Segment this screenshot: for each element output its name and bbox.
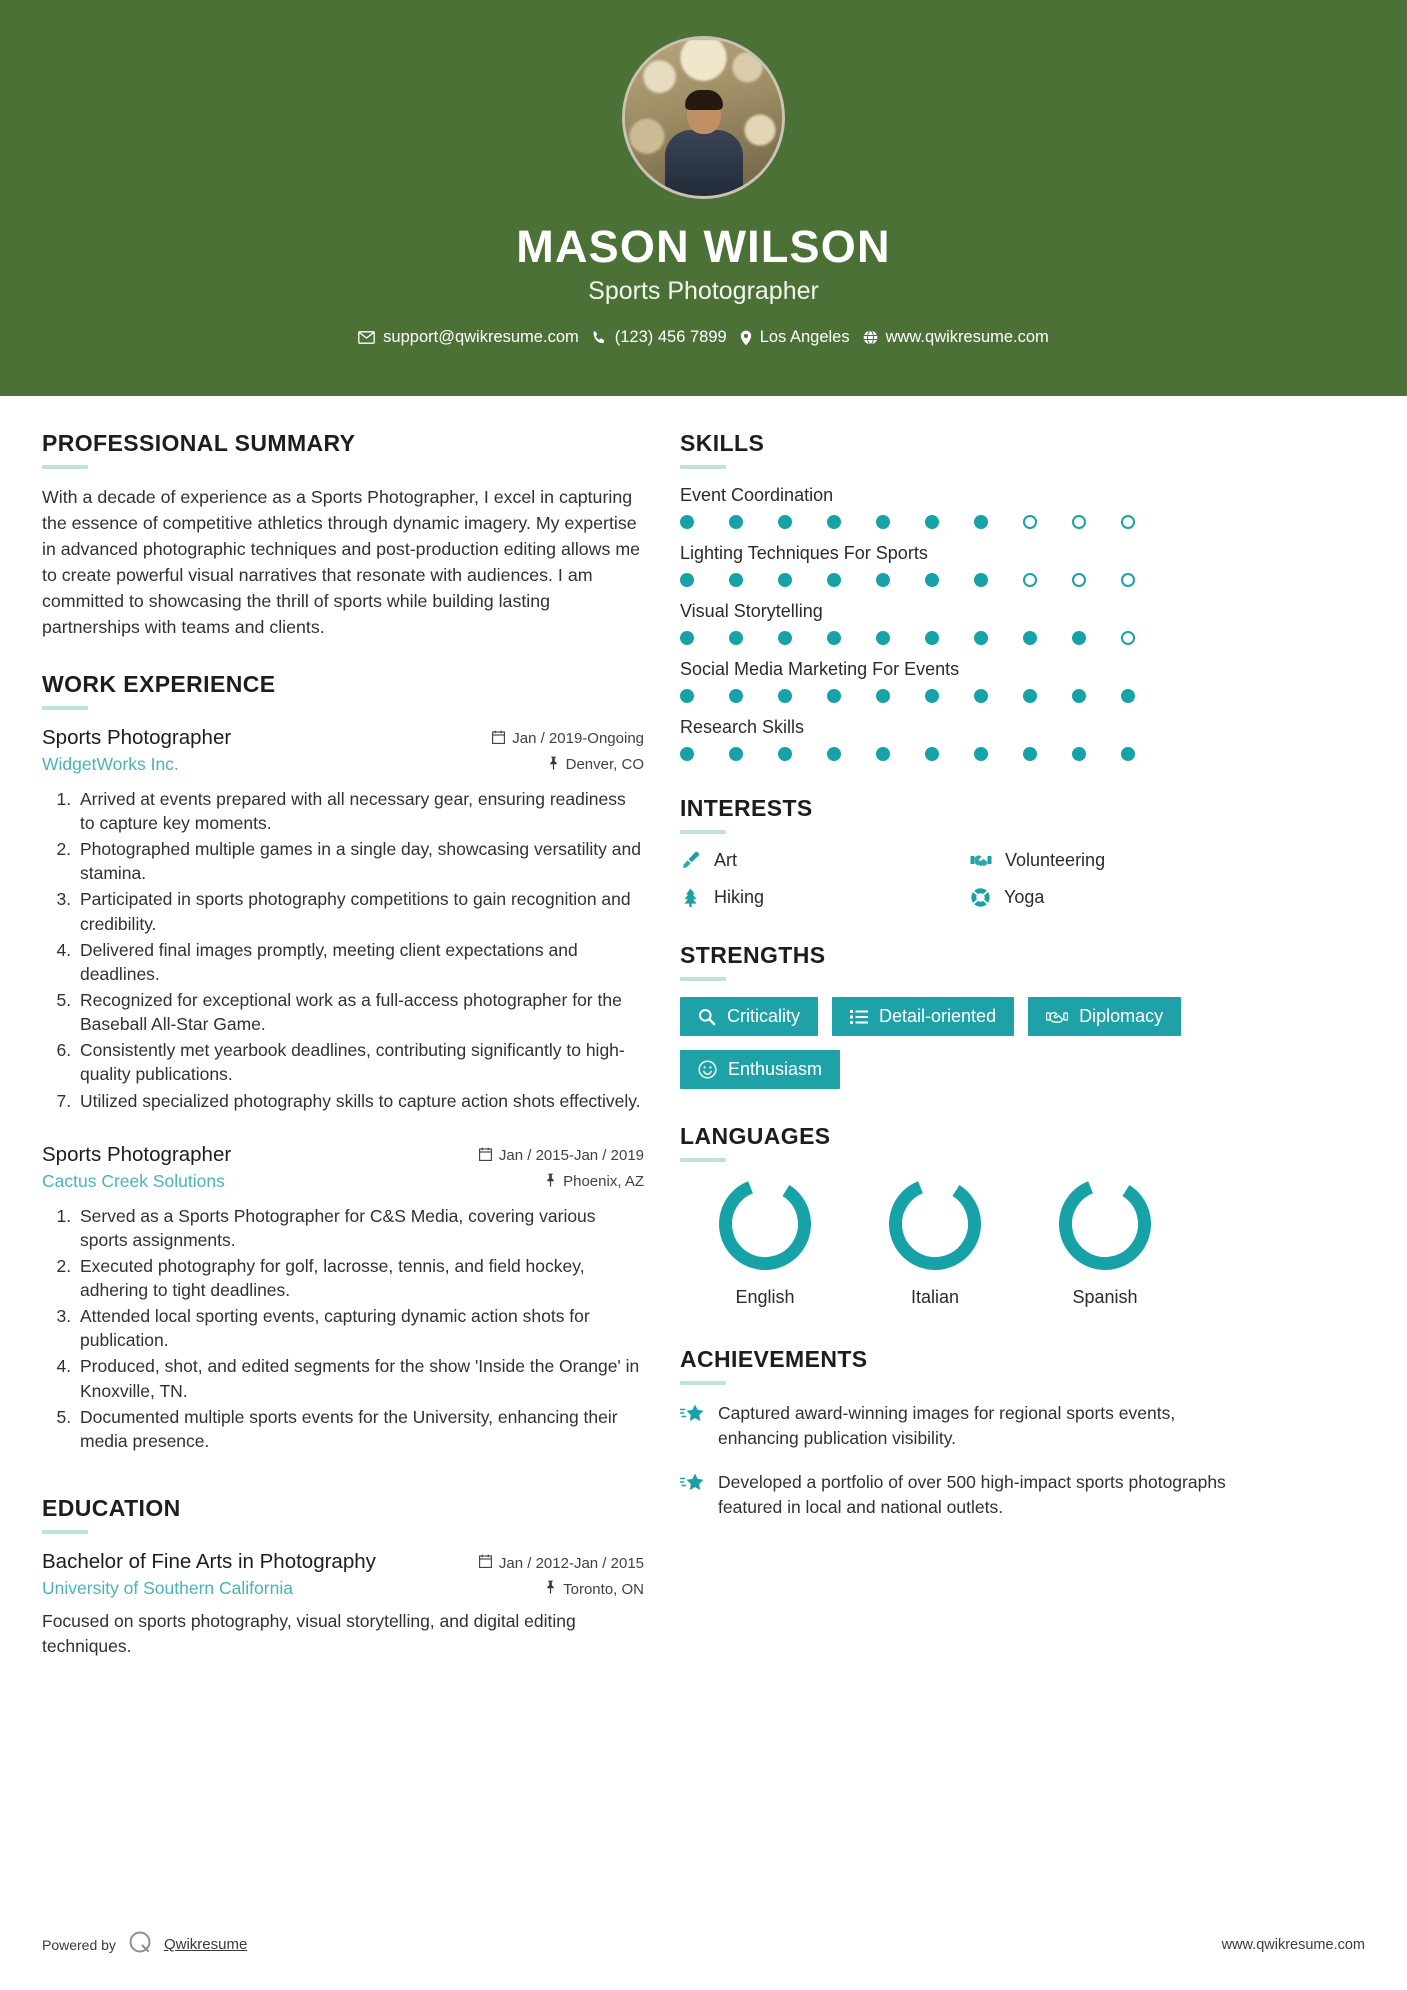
skill-dot xyxy=(1072,747,1086,761)
interest-item xyxy=(970,887,1250,908)
skill-dot xyxy=(827,515,841,529)
skill-dot xyxy=(778,631,792,645)
strength-chip xyxy=(680,1050,840,1089)
achievement-item xyxy=(680,1470,1250,1519)
calendar-icon xyxy=(479,1554,492,1572)
bullet: 1. Arrived at events prepared with all necessary gear, ensuring readiness to capture key moments. xyxy=(76,787,644,835)
education-dates-wrap xyxy=(479,1554,644,1572)
avatar xyxy=(622,36,785,199)
interest-item xyxy=(970,850,1250,871)
bullet: 2. Executed photography for golf, lacrosse, tennis, and field hockey, adhering to tight deadlines. xyxy=(76,1254,644,1302)
skill-dot xyxy=(1121,573,1135,587)
list-icon xyxy=(850,1009,868,1025)
contact-email-value: support@qwikresume.com xyxy=(383,328,579,346)
job-dates: Jan / 2019-Ongoing xyxy=(512,730,644,748)
skill-dot xyxy=(680,515,694,529)
bullet: 1. Served as a Sports Photographer for C&S Media, covering various sports assignments. xyxy=(76,1204,644,1252)
handshake-icon xyxy=(1046,1008,1068,1026)
section-rule xyxy=(680,1158,726,1162)
skill-dot xyxy=(876,689,890,703)
avatar-hair xyxy=(685,90,723,110)
skill-dot xyxy=(1023,515,1037,529)
skill-rating xyxy=(680,747,1250,761)
language-label: Italian xyxy=(910,1287,960,1307)
phone-icon xyxy=(592,330,607,345)
skill-dot xyxy=(729,515,743,529)
skill-dot xyxy=(974,631,988,645)
education-entry xyxy=(42,1550,644,1658)
section-rule xyxy=(42,1530,88,1534)
skill-dot xyxy=(680,689,694,703)
skill-dot xyxy=(1121,631,1135,645)
skill-dot xyxy=(778,515,792,529)
skill-dot xyxy=(925,747,939,761)
education-dates: Jan / 2012-Jan / 2015 xyxy=(498,1554,644,1572)
job-dates-wrap xyxy=(479,1147,644,1165)
section-rule xyxy=(42,465,88,469)
interest-label: Art xyxy=(714,850,738,870)
contact-email[interactable] xyxy=(358,328,579,347)
star-icon xyxy=(680,1401,704,1425)
handshake-icon xyxy=(970,850,992,871)
section-title-skills: SKILLS xyxy=(680,430,765,456)
skill-name: Social Media Marketing For Events xyxy=(680,659,960,679)
interest-item xyxy=(680,850,960,871)
interest-label: Volunteering xyxy=(1005,850,1106,870)
section-title-professional-summary: PROFESSIONAL SUMMARY xyxy=(42,430,356,456)
education-school: University of Southern California xyxy=(42,1578,293,1599)
language-item xyxy=(1020,1178,1190,1308)
powered-by-label: Powered by xyxy=(42,1936,116,1953)
skill-dot xyxy=(778,689,792,703)
skill-dot xyxy=(1072,631,1086,645)
skill-dot xyxy=(1121,515,1135,529)
smiley-icon xyxy=(698,1060,717,1079)
candidate-name: MASON WILSON xyxy=(516,221,891,272)
skill-dot xyxy=(974,689,988,703)
skill-dot xyxy=(876,631,890,645)
work-entry xyxy=(42,726,644,1113)
resume-header xyxy=(0,0,1407,396)
section-title-languages: LANGUAGES xyxy=(680,1123,831,1149)
bullet: 3. Attended local sporting events, capturing dynamic action shots for publication. xyxy=(76,1304,644,1352)
envelope-icon xyxy=(358,331,375,344)
skill-dot xyxy=(876,515,890,529)
contact-phone[interactable] xyxy=(592,328,727,347)
interest-label: Hiking xyxy=(714,887,765,907)
skill-dot xyxy=(974,515,988,529)
skill-dot xyxy=(1023,689,1037,703)
job-title: Sports Photographer xyxy=(42,1142,232,1166)
section-rule xyxy=(680,1381,726,1385)
skill-dot xyxy=(925,631,939,645)
education-degree: Bachelor of Fine Arts in Photography xyxy=(42,1550,376,1574)
skill-rating xyxy=(680,689,1250,703)
skill-dot xyxy=(827,747,841,761)
skill-dot xyxy=(974,747,988,761)
section-title-achievements: ACHIEVEMENTS xyxy=(680,1346,868,1372)
skill-dot xyxy=(974,573,988,587)
map-pin-icon xyxy=(740,330,752,346)
work-entry xyxy=(42,1143,644,1453)
skill-name: Research Skills xyxy=(680,717,805,737)
skill-dot xyxy=(729,573,743,587)
skill-item xyxy=(680,543,1250,587)
job-organization: WidgetWorks Inc. xyxy=(42,753,179,774)
star-icon xyxy=(680,1470,704,1494)
job-location-wrap xyxy=(545,1173,644,1191)
bullet: 5. Documented multiple sports events for the University, enhancing their media presence. xyxy=(76,1405,644,1453)
section-interests xyxy=(680,795,1250,908)
section-work-experience xyxy=(42,671,644,1453)
language-donut xyxy=(889,1178,981,1275)
job-dates-wrap xyxy=(492,730,644,748)
skill-dot xyxy=(827,573,841,587)
skill-dot xyxy=(680,747,694,761)
job-location: Phoenix, AZ xyxy=(563,1173,644,1191)
skill-dot xyxy=(778,747,792,761)
achievement-text: Developed a portfolio of over 500 high-impact sports photographs featured in local and national outlets. xyxy=(718,1472,1226,1517)
language-donut xyxy=(1059,1178,1151,1275)
contact-location[interactable] xyxy=(740,328,850,347)
skill-name: Event Coordination xyxy=(680,485,834,505)
magnifier-icon xyxy=(698,1008,716,1026)
skill-rating xyxy=(680,573,1250,587)
strength-label: Diplomacy xyxy=(1079,1006,1164,1026)
bullet: 7. Utilized specialized photography skills to capture action shots effectively. xyxy=(76,1089,644,1113)
skill-dot xyxy=(827,631,841,645)
strength-label: Criticality xyxy=(727,1006,801,1026)
language-label: Spanish xyxy=(1072,1287,1138,1307)
achievement-text: Captured award-winning images for regional sports events, enhancing publication visibility. xyxy=(718,1403,1176,1448)
bullet: 3. Participated in sports photography competitions to gain recognition and credibility. xyxy=(76,887,644,935)
pushpin-icon xyxy=(548,756,559,774)
skill-dot xyxy=(729,747,743,761)
skill-dot xyxy=(925,515,939,529)
language-label: English xyxy=(735,1287,795,1307)
avatar-person xyxy=(665,88,743,196)
section-professional-summary xyxy=(42,430,644,641)
section-rule xyxy=(42,706,88,710)
education-location: Toronto, ON xyxy=(563,1580,644,1598)
left-column xyxy=(42,430,644,1919)
strength-chip xyxy=(680,997,818,1036)
skill-item xyxy=(680,485,1250,529)
skill-dot xyxy=(876,573,890,587)
strength-label: Enthusiasm xyxy=(728,1059,823,1079)
skill-dot xyxy=(1023,573,1037,587)
interest-item xyxy=(680,887,960,908)
skill-dot xyxy=(1072,515,1086,529)
section-rule xyxy=(680,830,726,834)
job-title: Sports Photographer xyxy=(42,725,232,749)
job-bullets xyxy=(42,787,644,1113)
skill-dot xyxy=(1023,631,1037,645)
contact-phone-value: (123) 456 7899 xyxy=(614,328,727,346)
skill-item xyxy=(680,659,1250,703)
skill-item xyxy=(680,601,1250,645)
achievement-item xyxy=(680,1401,1250,1450)
globe-icon xyxy=(863,330,878,345)
language-item xyxy=(680,1178,850,1308)
section-strengths xyxy=(680,942,1250,1089)
section-rule xyxy=(680,465,726,469)
avatar-body xyxy=(665,130,743,199)
skill-dot xyxy=(680,631,694,645)
skill-dot xyxy=(1072,573,1086,587)
paintbrush-icon xyxy=(680,850,701,871)
contact-bar xyxy=(358,328,1049,347)
calendar-icon xyxy=(492,730,505,748)
bullet: 4. Delivered final images promptly, meeting client expectations and deadlines. xyxy=(76,938,644,986)
strength-chip xyxy=(1028,997,1181,1036)
skill-dot xyxy=(925,573,939,587)
skill-name: Lighting Techniques For Sports xyxy=(680,543,928,563)
qwikresume-brand-link[interactable]: Qwikresume xyxy=(163,1936,248,1953)
bullet: 5. Recognized for exceptional work as a full-access photographer for the Baseball All-Star Game. xyxy=(76,988,644,1036)
education-description: Focused on sports photography, visual storytelling, and digital editing techniques. xyxy=(42,1611,576,1656)
contact-location-value: Los Angeles xyxy=(759,328,850,346)
skill-dot xyxy=(1121,747,1135,761)
tree-icon xyxy=(680,887,701,908)
job-location-wrap xyxy=(548,756,644,774)
skill-rating xyxy=(680,631,1250,645)
skill-rating xyxy=(680,515,1250,529)
section-skills xyxy=(680,430,1250,761)
section-title-interests: INTERESTS xyxy=(680,795,813,821)
strength-label: Detail-oriented xyxy=(879,1006,997,1026)
skill-dot xyxy=(827,689,841,703)
resume-body xyxy=(0,396,1407,1919)
section-title-education: EDUCATION xyxy=(42,1495,181,1522)
section-title-work-experience: WORK EXPERIENCE xyxy=(42,670,276,697)
job-bullets xyxy=(42,1204,644,1453)
powered-by xyxy=(42,1929,247,1960)
skill-dot xyxy=(729,689,743,703)
interest-label: Yoga xyxy=(1004,887,1045,907)
strength-chip xyxy=(832,997,1014,1036)
education-location-wrap xyxy=(545,1580,644,1598)
resume-footer xyxy=(0,1919,1407,1990)
skill-dot xyxy=(876,747,890,761)
footer-url[interactable]: www.qwikresume.com xyxy=(1221,1936,1365,1953)
contact-website-value: www.qwikresume.com xyxy=(885,328,1049,346)
contact-website[interactable] xyxy=(863,328,1049,347)
skill-item xyxy=(680,717,1250,761)
pushpin-icon xyxy=(545,1173,556,1191)
section-title-strengths: STRENGTHS xyxy=(680,942,826,968)
summary-text: With a decade of experience as a Sports Photographer, I excel in capturing the essence of competitive athletics through dynamic imagery. My expertise in advanced photographic techniques and post-production editing allows me to create powerful visual narratives that resonate with audiences. I am committed to showcasing the thrill of sports while building lasting partnerships with teams and clients. xyxy=(42,487,641,637)
skill-name: Visual Storytelling xyxy=(680,601,823,621)
right-column xyxy=(680,430,1250,1919)
job-dates: Jan / 2015-Jan / 2019 xyxy=(498,1147,644,1165)
skill-dot xyxy=(778,573,792,587)
section-achievements xyxy=(680,1346,1250,1519)
section-rule xyxy=(680,977,726,981)
candidate-role: Sports Photographer xyxy=(588,277,819,305)
calendar-icon xyxy=(479,1147,492,1165)
bullet: 4. Produced, shot, and edited segments for the show 'Inside the Orange' in Knoxville, TN. xyxy=(76,1354,644,1402)
section-languages xyxy=(680,1123,1250,1308)
job-organization: Cactus Creek Solutions xyxy=(42,1170,225,1191)
lifebuoy-icon xyxy=(970,887,991,908)
bullet: 2. Photographed multiple games in a single day, showcasing versatility and stamina. xyxy=(76,837,644,885)
language-donut xyxy=(719,1178,811,1275)
pushpin-icon xyxy=(545,1580,556,1598)
skill-dot xyxy=(1121,689,1135,703)
section-education xyxy=(42,1495,644,1658)
skill-dot xyxy=(1023,747,1037,761)
skill-dot xyxy=(1072,689,1086,703)
bullet: 6. Consistently met yearbook deadlines, contributing significantly to high-quality publications. xyxy=(76,1038,644,1086)
skill-dot xyxy=(680,573,694,587)
skill-dot xyxy=(925,689,939,703)
job-location: Denver, CO xyxy=(565,756,644,774)
language-item xyxy=(850,1178,1020,1308)
skill-dot xyxy=(729,631,743,645)
qwikresume-logo-icon xyxy=(127,1929,153,1960)
